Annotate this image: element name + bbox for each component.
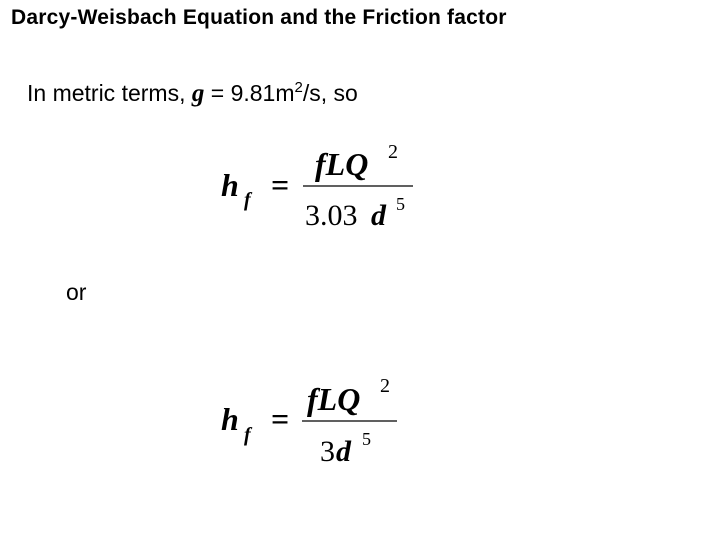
gravity-value: = 9.81m	[210, 80, 295, 106]
eq1-denominator-coefficient: 3.03	[305, 199, 358, 232]
eq1-numerator-exponent: 2	[388, 141, 398, 163]
equation-metric-303	[221, 141, 413, 232]
intro-prefix: In metric terms,	[27, 80, 186, 106]
eq2-denominator-coefficient: 3	[320, 435, 335, 468]
eq2-head-loss-subscript: f	[244, 424, 251, 446]
eq1-head-loss-subscript: f	[244, 189, 251, 211]
eq2-equals-sign: =	[271, 401, 290, 437]
eq2-denominator-exponent: 5	[362, 429, 371, 449]
eq1-denominator-variable: d	[371, 199, 386, 232]
eq2-denominator-variable: d	[336, 435, 351, 468]
eq1-numerator: fLQ	[315, 146, 369, 182]
eq2-numerator: fLQ	[307, 381, 361, 417]
eq1-head-loss-symbol: h	[221, 167, 239, 203]
gravity-exponent: 2	[294, 79, 303, 96]
eq2-head-loss-symbol: h	[221, 401, 239, 437]
eq1-denominator-exponent: 5	[396, 194, 405, 214]
or-label: or	[66, 279, 87, 305]
equation-metric-3	[221, 375, 397, 468]
eq1-equals-sign: =	[271, 167, 290, 203]
intro-suffix: /s, so	[302, 80, 358, 106]
eq2-numerator-exponent: 2	[380, 375, 390, 397]
gravity-symbol: g	[191, 80, 205, 107]
slide-title: Darcy-Weisbach Equation and the Friction factor	[11, 6, 507, 29]
